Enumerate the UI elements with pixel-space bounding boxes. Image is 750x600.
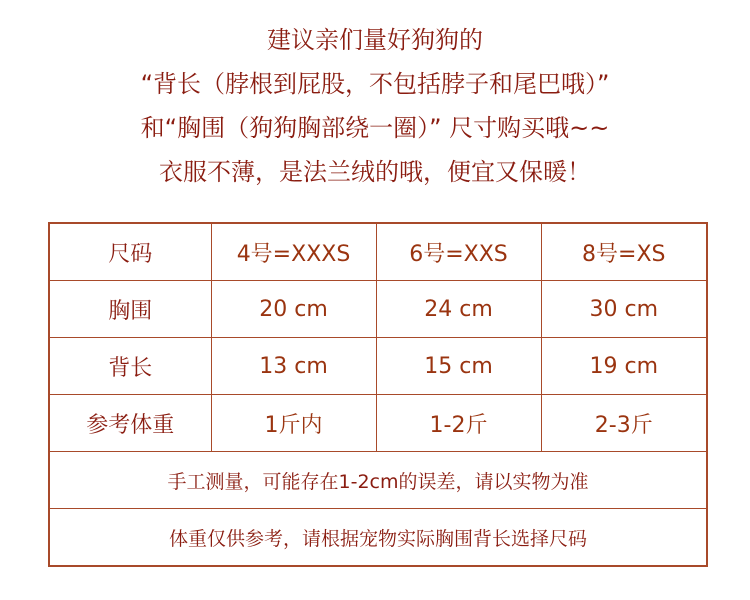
- size-chart-table: [48, 222, 708, 567]
- table-header-row: [49, 223, 707, 281]
- table-cell: 19 cm: [541, 338, 707, 395]
- table-row: [49, 281, 707, 338]
- row-label-back-length: 背长: [49, 338, 211, 395]
- weight-note: 体重仅供参考，请根据宠物实际胸围背长选择尺码: [49, 509, 707, 567]
- table-cell: 20 cm: [211, 281, 376, 338]
- intro-line-4: 衣服不薄，是法兰绒的哦，便宜又保暖！: [159, 158, 591, 186]
- measurement-note: 手工测量，可能存在1-2cm的误差，请以实物为准: [49, 452, 707, 509]
- table-cell: 30 cm: [541, 281, 707, 338]
- row-label-chest: 胸围: [49, 281, 211, 338]
- table-cell: 1斤内: [211, 395, 376, 452]
- note-row: [49, 452, 707, 509]
- table-cell: 1-2斤: [376, 395, 541, 452]
- table-cell: 15 cm: [376, 338, 541, 395]
- header-size-4: 4号=XXXS: [211, 223, 376, 281]
- header-size-6: 6号=XXS: [376, 223, 541, 281]
- table-row: [49, 338, 707, 395]
- intro-line-2: “背长（脖根到屁股，不包括脖子和尾巴哦）”: [140, 70, 610, 98]
- table-cell: 24 cm: [376, 281, 541, 338]
- header-size-label: 尺码: [49, 223, 211, 281]
- table-row: [49, 395, 707, 452]
- note-row: [49, 509, 707, 567]
- intro-line-1: 建议亲们量好狗狗的: [267, 26, 483, 54]
- table-cell: 2-3斤: [541, 395, 707, 452]
- row-label-weight: 参考体重: [49, 395, 211, 452]
- table-cell: 13 cm: [211, 338, 376, 395]
- header-size-8: 8号=XS: [541, 223, 707, 281]
- intro-line-3: 和“胸围（狗狗胸部绕一圈）” 尺寸购买哦~~: [140, 114, 610, 142]
- intro-text: [0, 18, 750, 194]
